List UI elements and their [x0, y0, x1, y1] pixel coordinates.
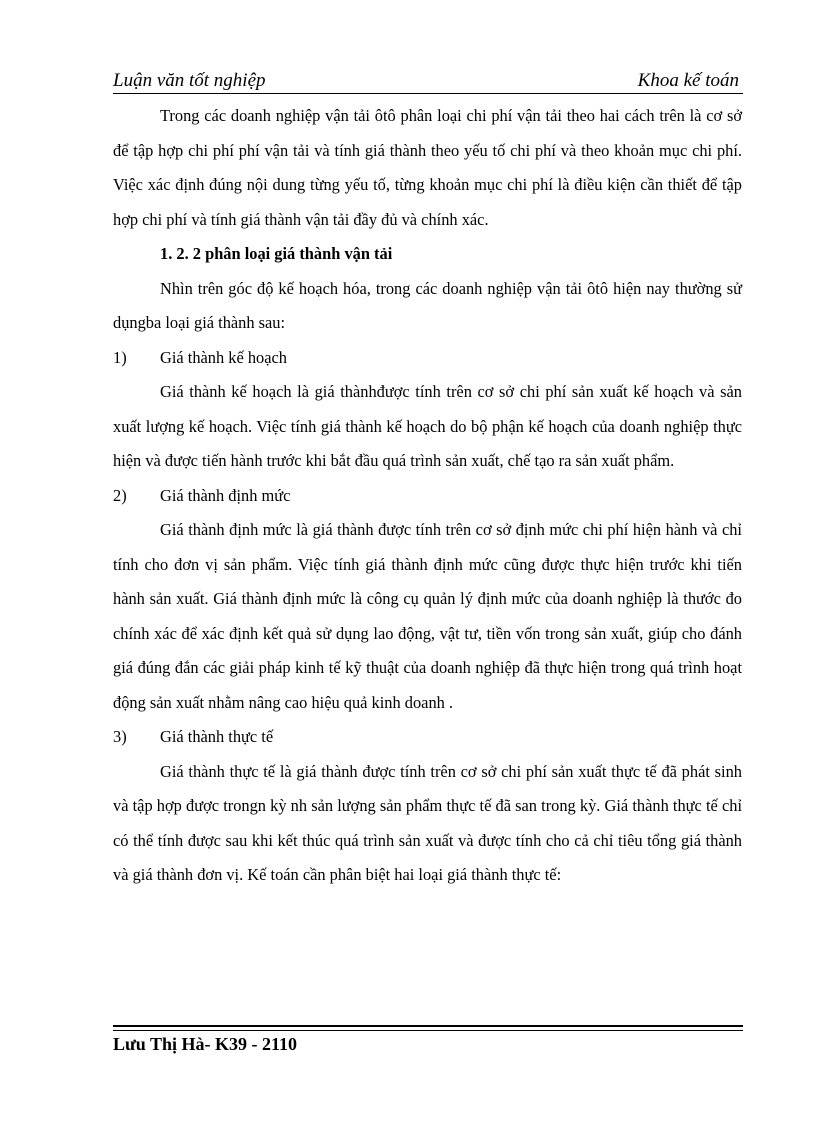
list-number: 3)	[113, 727, 127, 746]
list-item-planned-cost	[113, 341, 742, 376]
paragraph-planned-cost: Giá thành kế hoạch là giá thànhđược tính trên cơ sở chi phí sản xuất kế hoạch và sản xuất lượng kế hoạch. Việc tính giá thành kế hoạch do bộ phận kế hoạch của doanh nghiệp thực hiện và được tiến hành trước khi bắt đầu quá trình sản xuất, chế tạo ra sản xuất phẩm.	[113, 382, 742, 470]
list-number: 2)	[113, 485, 127, 505]
header-thesis-title: Luận văn tốt nghiệp	[113, 70, 266, 91]
section-heading: 1. 2. 2 phân loại giá thành vận tải	[160, 244, 393, 263]
list-label: Giá thành kế hoạch	[160, 347, 287, 367]
paragraph-norm-cost: Giá thành định mức là giá thành được tính trên cơ sở định mức chi phí hiện hành và chỉ tính cho đơn vị sản phẩm. Việc tính giá thành định mức cũng được thực hiện trước khi tiến hành sản xuất. Giá thành định mức là công cụ quản lý định mức của doanh nghiệp là thước đo chính xác để xác định kết quả sử dụng lao động, vật tư, tiền vốn trong sản xuất, giúp cho đánh giá đúng đắn các giải pháp kinh tế kỹ thuật của doanh nghiệp đã thực hiện trong quá trình hoạt động sản xuất nhằm nâng cao hiệu quả kinh doanh .	[113, 520, 742, 712]
list-item-norm-cost	[113, 479, 742, 514]
footer-rule	[113, 1025, 743, 1031]
list-number: 1)	[113, 347, 127, 367]
footer-author: Lưu Thị Hà- K39 - 2110	[113, 1034, 298, 1054]
paragraph-overview: Nhìn trên góc độ kế hoạch hóa, trong các doanh nghiệp vận tải ôtô hiện nay thường sử dụngba loại giá thành sau:	[113, 278, 742, 332]
paragraph-actual-cost: Giá thành thực tế là giá thành được tính trên cơ sở chi phí sản xuất thực tế đã phát sinh và tập hợp được trongn kỳ nh sản lượng sản phẩm thực tế đã san trong kỳ. Giá thành thực tế chỉ có thể tính được sau khi kết thúc quá trình sản xuất và được tính cho cả chỉ tiêu tổng giá thành và giá thành đơn vị. Kế toán cần phân biệt hai loại giá thành thực tế:	[113, 761, 742, 884]
list-label: Giá thành thực tế	[160, 727, 274, 746]
list-item-actual-cost	[113, 720, 742, 755]
paragraph-intro: Trong các doanh nghiệp vận tải ôtô phân loại chi phí vận tải theo hai cách trên là cơ sở để tập hợp chi phí phí vận tải và tính giá thành theo yếu tố chi phí và theo khoản mục chi phí. Việc xác định đúng nội dung từng yếu tố, từng khoản mục chi phí là điều kiện cần thiết để tập hợp chi phí và tính giá thành vận tải đầy đủ và chính xác.	[113, 106, 742, 229]
header-faculty: Khoa kế toán	[637, 70, 739, 91]
header-rule	[113, 93, 743, 94]
list-label: Giá thành định mức	[160, 485, 291, 505]
page-body	[113, 99, 742, 893]
page-header	[113, 66, 743, 94]
